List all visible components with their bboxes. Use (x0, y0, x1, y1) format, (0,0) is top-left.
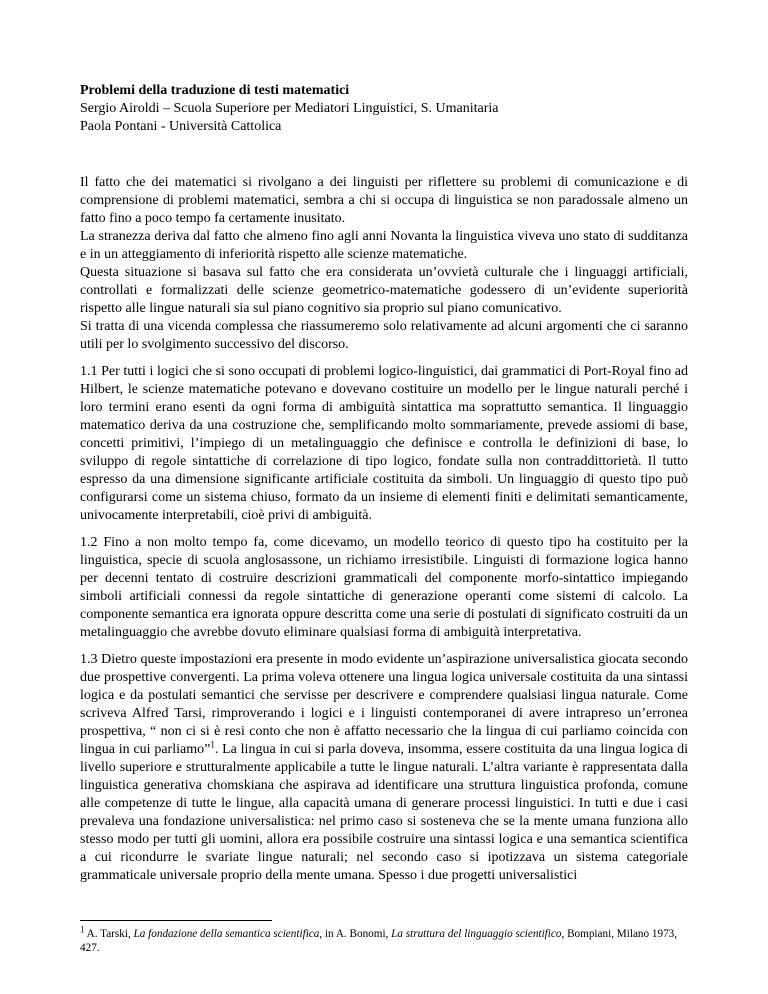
footnote-mid: , in A. Bonomi, (319, 928, 392, 940)
footnote-number: 1 (80, 924, 85, 935)
intro-paragraph-1: Il fatto che dei matematici si rivolgano a dei linguisti per riflettere su problemi di comunicazione e di comprensione di problemi matematici, sembra a chi si occupa di linguistica se non paradossale almeno un fatto fino a poco tempo fa certamente inusitato. (80, 175, 688, 226)
author-line-1: Sergio Airoldi – Scuola Superiore per Mediatori Linguistici, S. Umanitaria (80, 101, 499, 116)
intro-block (80, 174, 688, 354)
section-1-3 (80, 651, 688, 885)
intro-paragraph-4: Si tratta di una vicenda complessa che riassumeremo solo relativamente ad alcuni argomenti che ci saranno utili per lo svolgimento successivo del discorso. (80, 319, 688, 352)
section-1-3-text-b: . La lingua in cui si parla doveva, insomma, essere costituita da una lingua logica di livello superiore e strutturalmente applicabile a tutte le lingue naturali. L’altra variante è rappresentata dalla linguistica generativa chomskiana che aspirava ad identificare una struttura linguistica profonda, comune alle competenze di tutte le lingue, alla capacità umana di generare processi linguistici. In tutti e due i casi prevaleva una fondazione universalistica: nel primo caso si sosteneva che se la mente umana funziona allo stesso modo per tutti gli uomini, allora era possibile costruire una sintassi logica e una semantica scientifica a cui ricondurre le svariate lingue naturali; nel secondo caso si ipotizzava un sistema categoriale grammaticale universale proprio della mente umana. Spesso i due progetti universalistici (80, 742, 688, 883)
section-1-1: 1.1 Per tutti i logici che si sono occupati di problemi logico-linguistici, dai grammatici di Port-Royal fino ad Hilbert, le scienze matematiche potevano e dovevano costituire un modello per le lingue naturali perché i loro termini erano esenti da ogni forma di ambiguità sintattica ma soprattutto semantica. Il linguaggio matematico deriva da una costruzione che, semplificando molto sommariamente, prevede assiomi di base, concetti primitivi, l’impiego di un metalinguaggio che definisce e controlla le definizioni di base, lo sviluppo di regole sintattiche di correlazione di tipo logico, fondate sulla non contraddittorietà. Il tutto espresso da una dimensione significante artificiale costituita da simboli. Un linguaggio di questo tipo può configurarsi come un sistema chiuso, formato da un insieme di elementi finiti e delimitati semanticamente, univocamente interpretabili, cioè privi di ambiguità. (80, 364, 688, 523)
footnote (80, 924, 688, 955)
footnote-title-2: La struttura del linguaggio scientifico (391, 928, 562, 940)
footnote-title-1: La fondazione della semantica scientifica (133, 928, 320, 940)
intro-paragraph-2: La stranezza deriva dal fatto che almeno fino agli anni Novanta la linguistica viveva uno stato di sudditanza e in un atteggiamento di inferiorità rispetto alle scienze matematiche. (80, 229, 688, 262)
footnote-reference[interactable]: 1 (210, 739, 215, 750)
footnote-separator (80, 920, 272, 921)
document-title: Problemi della traduzione di testi matematici (80, 83, 350, 98)
section-1-3-text-a: 1.3 Dietro queste impostazioni era presente in modo evidente un’aspirazione universalistica giocata secondo due prospettive convergenti. La prima voleva ottenere una lingua logica universale costituita da una sintassi logica e da postulati semantici che servisse per descrivere e comprendere qualsiasi lingua naturale. Come scriveva Alfred Tarsi, rimproverando i logici e i linguisti contemporanei di avere intrapreso un’erronea prospettiva, “ non ci si è resi conto che non è affatto necessario che la lingua di cui parliamo coincida con lingua in cui parliamo” (80, 652, 688, 757)
author-line-2: Paola Pontani - Università Cattolica (80, 119, 282, 134)
document-page (80, 82, 688, 885)
intro-paragraph-3: Questa situazione si basava sul fatto che era considerata un’ovvietà culturale che i linguaggi artificiali, controllati e formalizzati delle scienze geometrico-matematiche godessero di un’evidente superiorità rispetto alle lingue naturali sia sul piano cognitivo sia proprio sul piano comunicativo. (80, 265, 688, 316)
footnote-author: A. Tarski, (84, 928, 134, 940)
section-1-2: 1.2 Fino a non molto tempo fa, come dicevamo, un modello teorico di questo tipo ha costituito per la linguistica, specie di scuola anglosassone, un richiamo irresistibile. Linguisti di formazione logica hanno per decenni tentato di costruire descrizioni grammaticali del componente morfo-sintattico impiegando simboli artificiali connessi da regole sintattiche di generazione operanti come sistemi di calcolo. La componente semantica era ignorata oppure descritta come una serie di postulati di significato costruiti da un metalinguaggio che avrebbe dovuto eliminare qualsiasi forma di ambiguità interpretativa. (80, 535, 688, 640)
footnote-tail: , Bompiani, Milano 1973, 427. (80, 928, 678, 954)
